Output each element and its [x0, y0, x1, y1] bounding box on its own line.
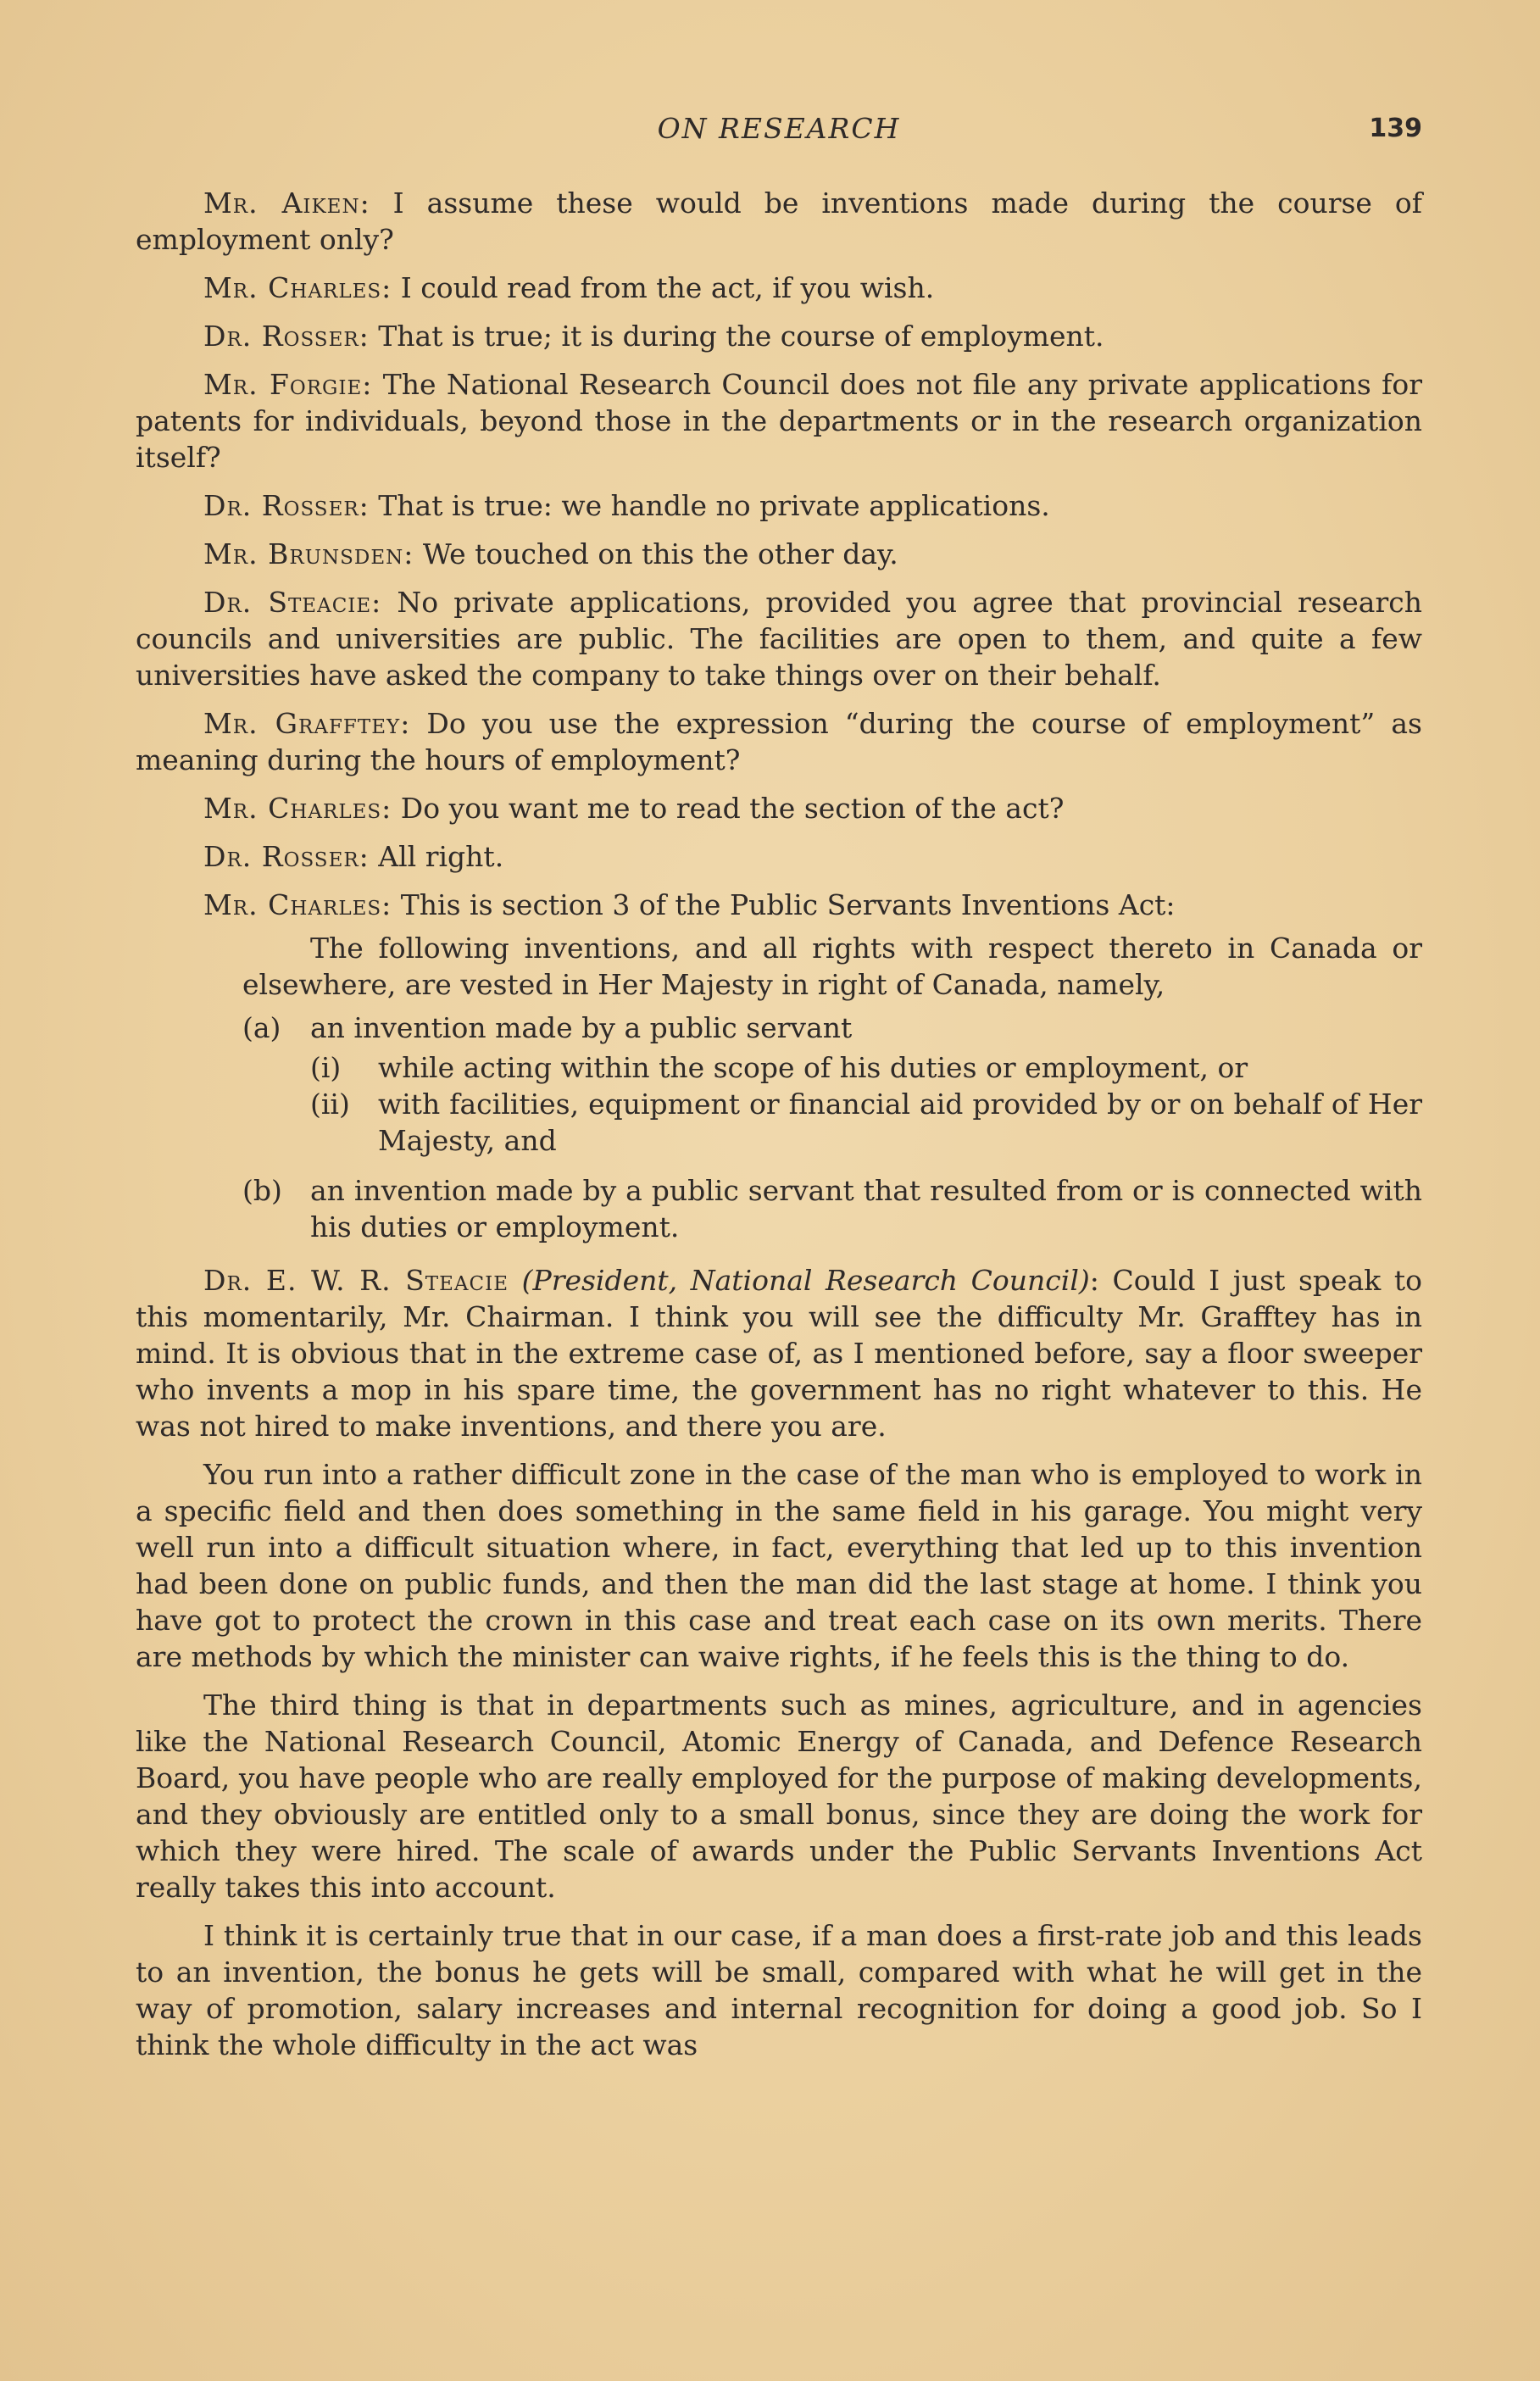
- exchange-text: That is true: we handle no private applications.: [378, 489, 1050, 522]
- item-text: an invention made by a public servant: [310, 1011, 853, 1044]
- exchange-aiken: [136, 185, 1422, 258]
- paragraph: You run into a rather difficult zone in the case of the man who is employed to work in a specific field and then does something in the same field in his garage. You might very well run into a difficult situation where, in fact, everything that led up to this invention had been done on public funds, and then the man did the last stage at home. I think you have got to protect the crown in this case and treat each case on its own merits. There are methods by which the minister can waive rights, if he feels this is the thing to do.: [136, 1458, 1422, 1673]
- page: [136, 100, 1422, 2075]
- exchange-text: We touched on this the other day.: [422, 537, 898, 570]
- exchange-text: Do you use the expression “during the course of employment” as meaning during the hours of employment?: [136, 707, 1422, 776]
- speaker-label: Mr. Charles:: [203, 271, 392, 304]
- item-marker: (ii): [310, 1088, 350, 1121]
- exchange-text: Do you want me to read the section of the act?: [400, 792, 1065, 825]
- exchange-brunsden: [136, 536, 1422, 572]
- page-header: [136, 100, 1422, 151]
- speaker-label: Mr. Grafftey:: [203, 707, 411, 740]
- quote-subitem-ii: [242, 1086, 1422, 1159]
- speaker-label: Dr. Rosser:: [203, 320, 370, 353]
- item-marker: (a): [242, 1011, 281, 1044]
- item-text: while acting within the scope of his duties or employment, or: [378, 1051, 1248, 1084]
- item-marker: (b): [242, 1174, 282, 1207]
- paragraph: The third thing is that in departments such as mines, agriculture, and in agencies like the National Research Council, Atomic Energy of Canada, and Defence Research Board, you have people who are really employed for the purpose of making developments, and they obviously are entitled only to a small bonus, since they are doing the work for which they were hired. The scale of awards under the Public Servants Inventions Act really takes this into account.: [136, 1688, 1422, 1904]
- exchange-steacie-2: [136, 1262, 1422, 1444]
- exchange-text: I could read from the act, if you wish.: [400, 271, 935, 304]
- speaker-label: Dr. Steacie:: [203, 586, 382, 619]
- act-quotation: [242, 930, 1422, 1245]
- exchange-rosser-1: [136, 318, 1422, 354]
- quote-subitem-i: [242, 1049, 1422, 1086]
- speaker-label: Dr. Rosser:: [203, 489, 370, 522]
- speaker-label: Mr. Charles:: [203, 792, 392, 825]
- speaker-label: Dr. Rosser:: [203, 840, 370, 873]
- item-text: with facilities, equipment or financial aid provided by or on behalf of Her Majesty, and: [378, 1088, 1422, 1157]
- exchange-rosser-2: [136, 487, 1422, 524]
- item-marker: (i): [310, 1051, 342, 1084]
- exchange-text: All right.: [378, 840, 504, 873]
- quote-item-a: [242, 1010, 1422, 1046]
- exchange-text: The National Research Council does not file any private applications for patents for individuals, beyond those in the departments or in the research organization itself?: [136, 368, 1422, 474]
- exchange-text: That is true; it is during the course of employment.: [378, 320, 1104, 353]
- exchange-charles-1: [136, 270, 1422, 306]
- speaker-label: Dr. E. W. R. Steacie: [203, 1264, 509, 1297]
- exchange-rosser-3: [136, 838, 1422, 875]
- exchange-text: : Could I just speak to this momentarily, Mr. Chairman. I think you will see the difficulty Mr. Grafftey has in mind. It is obvious that in the extreme case of, as I mentioned before, say a floor sweeper who invents a mop in his spare time, the government has no right whatever to this. He was not hired to make inventions, and there you are.: [136, 1264, 1422, 1443]
- speaker-label: Mr. Aiken:: [203, 186, 370, 220]
- running-head: ON RESEARCH: [657, 112, 901, 145]
- exchange-charles-2: [136, 790, 1422, 826]
- exchange-text: No private applications, provided you agree that provincial research councils and universities are public. The facilities are open to them, and quite a few universities have asked the company to take things over on their behalf.: [136, 586, 1422, 692]
- item-text: an invention made by a public servant that resulted from or is connected with his duties or employment.: [310, 1174, 1422, 1243]
- exchange-forgie: [136, 366, 1422, 476]
- speaker-label: Mr. Forgie:: [203, 368, 373, 401]
- exchange-steacie-1: [136, 584, 1422, 693]
- quote-item-b: [242, 1172, 1422, 1245]
- quote-lead: The following inventions, and all rights with respect thereto in Canada or elsewhere, are vested in Her Majesty in right of Canada, namely,: [242, 932, 1422, 1001]
- speaker-label: Mr. Charles:: [203, 888, 392, 921]
- speaker-label: Mr. Brunsden:: [203, 537, 414, 570]
- exchange-text: This is section 3 of the Public Servants Inventions Act:: [400, 888, 1176, 921]
- page-number: 139: [1369, 114, 1422, 143]
- page-body: [136, 185, 1422, 2063]
- exchange-grafftey: [136, 705, 1422, 778]
- speaker-title: (President, National Research Council): [521, 1264, 1090, 1297]
- exchange-text: I assume these would be inventions made during the course of employment only?: [136, 186, 1422, 256]
- exchange-charles-3: [136, 887, 1422, 923]
- paragraph: I think it is certainly true that in our case, if a man does a first-rate job and this leads to an invention, the bonus he gets will be small, compared with what he will get in the way of promotion, salary increases and internal recognition for doing a good job. So I think the whole difficulty in the act was: [136, 1919, 1422, 2061]
